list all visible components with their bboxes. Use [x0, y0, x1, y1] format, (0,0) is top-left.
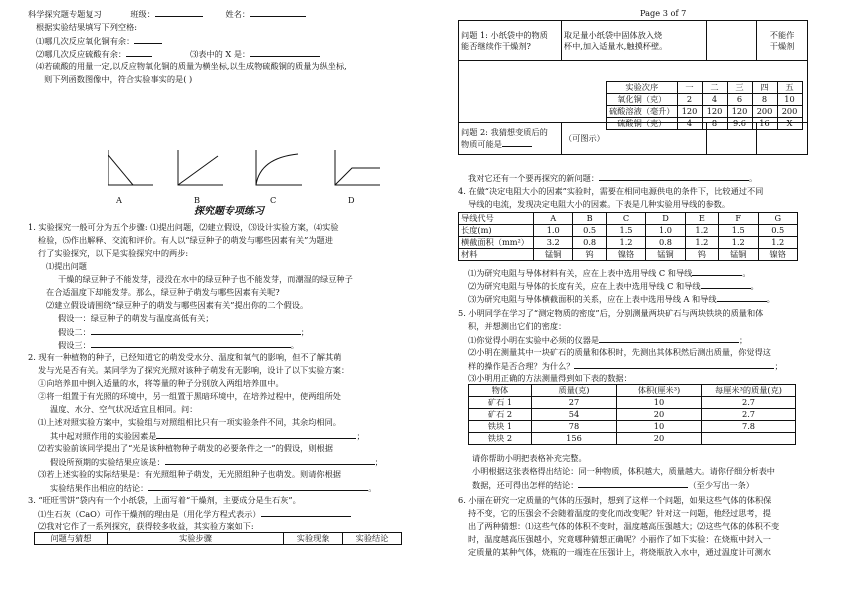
graph-axes-c [256, 150, 302, 185]
table-row: 长度(m) 1.0 0.5 1.5 1.0 1.2 1.5 0.5 [459, 225, 798, 237]
text-line: 4. 在做“决定电阻大小的因素”实验时，需要在相同电源供电的条件下，比较通过不同 [458, 186, 764, 196]
table-cell: （可图示） [561, 123, 706, 155]
text-line: 行了实验探究，以下是实验探究中的两步: [38, 248, 189, 258]
table-header: 四 [752, 82, 777, 94]
table-cell: 问题 1: 小纸袋中的物质 能否继续作干燥剂? [459, 21, 562, 61]
q3-table [34, 532, 402, 545]
table-header: 实验现象 [284, 533, 343, 545]
header-title: 科学探究题专题复习 [28, 9, 102, 19]
table-header: 二 [702, 82, 727, 94]
section-title: 探究题专项练习 [194, 206, 264, 217]
density-table [468, 384, 796, 445]
text-line: ⑴生石灰（CaO）可作干燥剂的理由是（用化学方程式表示） [38, 508, 351, 519]
text-line: 5. 小明同学在学习了“测定物质的密度”后，分别测量两块矿石与两块铁块的质量和体 [458, 308, 764, 318]
class-blank [155, 8, 203, 17]
table-header: 实验次序 [607, 82, 678, 94]
graph-curve-a [108, 155, 133, 185]
text-line: 2. 现有一种植物的种子，已经知道它的萌发受水分、温度和氧气的影响，但不了解其萌 [28, 352, 342, 362]
text-line: 假设一：绿豆种子的萌发与温度高低有关； [58, 313, 214, 323]
text-line: 其中起对照作用的实验因素是 ； [50, 431, 365, 441]
text-line: 实验结果作出相应的结论： 。 [50, 483, 377, 493]
table-row: 矿石 2 54 20 2.7 [469, 409, 796, 421]
text-line: 6. 小丽在研究一定质量的气体的压强时，想到了这样一个问题，如果这些气体的体积保 [458, 495, 772, 505]
table-cell: 取足量小纸袋中固体放入烧 杯中,加入适量水,触摸杯壁。 [561, 21, 706, 61]
text-line: 温度、水分、空气状况适宜且相同。问： [50, 404, 198, 414]
text-line: 时，温度越高压强越小，究竟哪种猜想正确呢？小丽作了如下实验：在烧瓶中封入一 [468, 534, 771, 544]
table-header: 物体 [469, 385, 532, 397]
text-line: 假设所预期的实验结果应该是： ； [50, 457, 383, 467]
text-line: ⑴为研究电阻与导体材料有关，应在上表中选用导线 C 和导线 。 [468, 268, 751, 278]
text-line: ⑵哪几次反应硫酸有余： ⑶表中的 X 是： [36, 48, 320, 59]
text-line: ①向培养皿中倒入适量的水，将等量的种子分别放入两组培养皿中。 [38, 378, 284, 388]
class-label: 班级： [130, 9, 155, 19]
table-header: 质量(克) [532, 385, 617, 397]
experiment-table [606, 81, 803, 130]
text-line: ⑴上述对照实验方案中，实验组与对照组相比只有一项实验条件不同，其余均相同。 [38, 417, 341, 427]
graph-label-d: D [348, 195, 355, 205]
text-line: ⑶为研究电阻与导体横截面积的关系，应在上表中选用导线 A 和导线 。 [468, 294, 775, 304]
graph-axes-a [108, 150, 153, 185]
text-line: 样的操作是否合理？为什么？ ； [468, 361, 783, 371]
text-line: 定质量的某种气体，烧瓶的一端连在压强计上，将烧瓶放入水中，通过温度计可测水 [468, 547, 771, 557]
text-line: ⑵为研究电阻与导体的长度有关，应在上表中选用导线 C 和导线 。 [468, 281, 759, 291]
table-row: 硫酸溶液（毫升） 120 120 120 200 200 [607, 106, 803, 118]
table-row: 矿石 1 27 10 2.7 [469, 397, 796, 409]
page-number: Page 3 of 7 [640, 8, 687, 18]
text-line: 持不变，它的压强会不会随着温度的变化而改变呢？针对这一问题，他经过思考，提 [468, 508, 771, 518]
text-line: ②将一组置于有光照的环境中，另一组置于黑暗环境中，在培养过程中，使两组所处 [38, 391, 341, 401]
graph-curve-c [256, 154, 298, 185]
text-line: 检验，⑸作出解释、交流和评价。有人以“绿豆种子的萌发与哪些因素有关”为题进 [38, 235, 333, 245]
graph-options [108, 150, 408, 204]
text-line: 数据，还可得出怎样的结论： （至少写出一条） [472, 480, 754, 490]
text-line: ⑶若上述实验的实际结果是：有光照组种子萌发，无光照组种子也萌发。则请你根据 [38, 469, 341, 479]
text-line: ⑴哪几次反应氧化铜有余： [36, 35, 162, 46]
text-line: 假设三： 。 [58, 340, 299, 350]
table-cell: 不能作 干燥剂 [757, 21, 808, 61]
table-header: 每厘米³的质量(克) [702, 385, 796, 397]
text-line: ⑴你觉得小明在实验中必须的仪器是 ； [468, 335, 748, 345]
graph-label-c: C [270, 195, 277, 205]
table-row: 铁块 2 156 20 [469, 433, 796, 445]
table-cell [706, 21, 757, 61]
text-line: ⑴提出问题 [46, 261, 87, 271]
text-line: ⑵建立假设请围绕“绿豆种子的萌发与哪些因素有关”提出你的二个假设。 [46, 300, 309, 310]
table-header: 三 [727, 82, 752, 94]
table-cell: 问题 2: 我猜想变质后的 物质可能是 [459, 123, 562, 155]
text-line: 则下列函数图像中，符合实验事实的是( ) [44, 74, 193, 84]
text-line: ⑶小明用正确的方法测量得到如下表的数据： [468, 373, 632, 383]
text-line: 小明根据这张表格得出结论：同一种物质，体积越大，质量越大。请你仔细分析表中 [472, 466, 775, 476]
text-line: ⑵小明在测量其中一块矿石的质量和体积时，先测出其体积然后测出质量，你觉得这 [468, 347, 771, 357]
table-header: 体积(厘米³) [617, 385, 702, 397]
table-row: 材料 锰铜 钨 镍铬 锰铜 钨 锰铜 镍铬 [459, 249, 798, 261]
text-line: ⑵若实验前该同学提出了“光是该种植物种子萌发的必要条件之一”的假设，则根据 [38, 443, 333, 453]
text-line: 发与光是否有关。某同学为了探究光照对该种子萌发有无影响，设计了以下实验方案： [38, 365, 350, 375]
table-header: 实验结论 [343, 533, 402, 545]
text-line: 根据实验结果填写下列空格: [36, 22, 138, 32]
text-line: ⑷若硫酸的用量一定,以反应物氧化铜的质量为横坐标,以生成物硫酸铜的质量为纵坐标, [36, 61, 347, 71]
graph-label-b: B [194, 195, 201, 205]
graph-label-a: A [116, 195, 122, 205]
table-header: 实验步骤 [107, 533, 283, 545]
text-line: 请你帮助小明把表格补充完整。 [472, 453, 587, 463]
table-row: 横截面积（mm²） 3.2 0.8 1.2 0.8 1.2 1.2 1.2 [459, 237, 798, 249]
table-header: 问题与猜想 [35, 533, 108, 545]
name-blank [250, 8, 306, 17]
text-line: 3. “旺旺雪饼”袋内有一个小纸袋，上面写着“干燥剂，主要成分是生石灰”。 [28, 495, 301, 505]
table-row: 硫酸铜（克） 4 8 9.6 16 X [607, 118, 803, 130]
text-line: 我对它还有一个要再探究的新问题： 。 [468, 173, 758, 183]
text-line: ⑵我对它作了一系列探究，获得较多收益，其实验方案如下: [38, 521, 254, 531]
wire-table: 导线代号 A B C D E F G 长度(m) 1.0 0.5 1.5 1.0 1.2 1.5 0.5 横截面积（mm²） 3.2 0.8 1.2 0.8 1.2 1.2 1.2 材料 锰铜 钨 镍铬 锰铜 钨 锰铜 镍铬 [458, 212, 798, 261]
table-header: 五 [777, 82, 802, 94]
text-line: 干燥的绿豆种子不能发芽，浸没在水中的绿豆种子也不能发芽，而潮湿的绿豆种子 [58, 274, 353, 284]
table-header: 导线代号 [459, 213, 534, 225]
text-line: 出了两种猜想：⑴这些气体的体积不变时，温度越高压强越大；⑵这些气体的体积不变 [468, 521, 780, 531]
text-line: 在合适温度下却能发芽。那么，绿豆种子萌发与哪些因素有关呢? [46, 287, 280, 297]
doc-header [28, 8, 306, 19]
text-line: 导线的电流，发现决定电阻大小的因素。下表是几种实验用导线的参数。 [468, 199, 731, 209]
name-label: 姓名： [225, 9, 251, 19]
graph-curve-b [178, 156, 218, 185]
table-row: 氧化铜（克） 2 4 6 8 10 [607, 94, 803, 106]
text-line: 假设二： ； [58, 327, 309, 337]
graph-curve-d [335, 168, 380, 185]
table-row: 铁块 1 78 10 7.8 [469, 421, 796, 433]
table-header: 一 [677, 82, 702, 94]
text-line: 1. 实验探究一般可分为五个步骤: ⑴提出问题，⑵建立假设，⑶设计实验方案，⑷实验 [28, 222, 339, 232]
text-line: 积，并想测出它们的密度： [468, 321, 567, 331]
